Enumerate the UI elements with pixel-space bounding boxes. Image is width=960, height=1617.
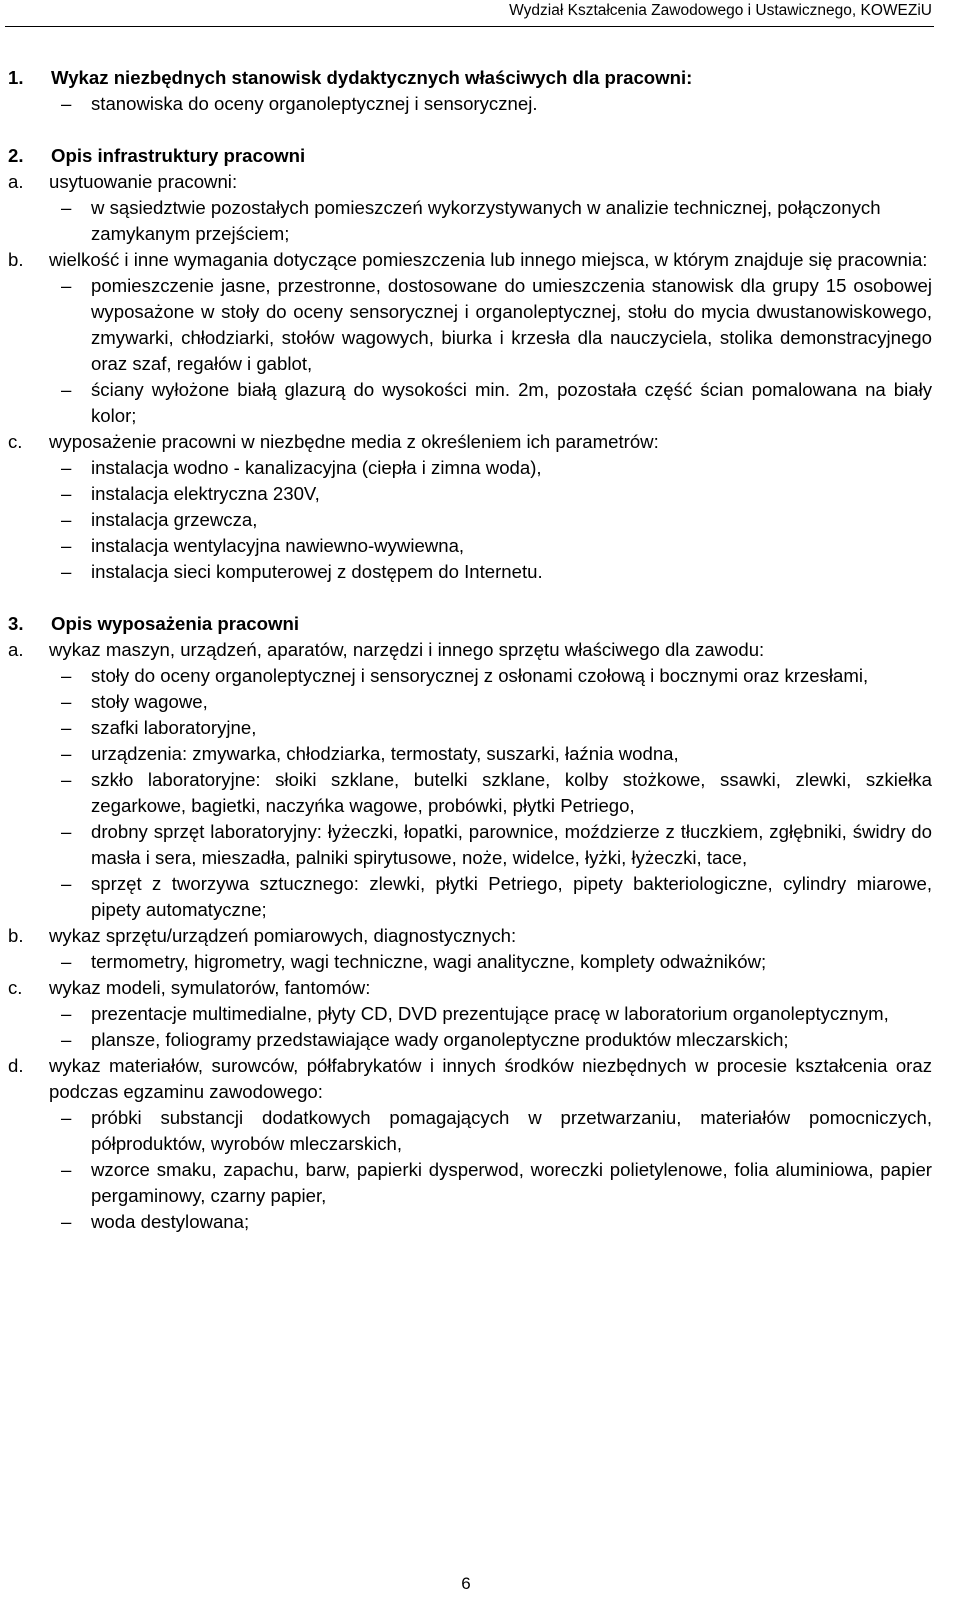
dash-bullet: – [61,717,72,738]
dash-bullet: – [61,457,72,478]
dash-bullet: – [61,769,72,790]
section-1-heading [8,65,932,91]
item-text: wielkość i inne wymagania dotyczące pomieszczenia lub innego miejsca, w którym znajduje się pracownia: [49,249,928,270]
dash-bullet: – [61,743,72,764]
section-title: Wykaz niezbędnych stanowisk dydaktycznych właściwych dla pracowni: [51,67,693,88]
list-item [61,871,932,923]
section-3-heading [8,611,932,637]
list-item [61,1027,932,1053]
item-letter: a. [8,639,24,660]
list-item [61,1209,932,1235]
list-item [61,663,932,689]
dash-bullet: – [61,1003,72,1024]
list-item-text: woda destylowana; [91,1211,250,1232]
list-item [61,455,932,481]
item-text: wykaz maszyn, urządzeń, aparatów, narzędzi i innego sprzętu właściwego dla zawodu: [49,639,765,660]
dash-bullet: – [61,379,72,400]
list-item [61,195,932,247]
list-item [61,533,932,559]
page-number: 6 [461,1574,471,1593]
list-item [61,1157,932,1209]
list-item-text: drobny sprzęt laboratoryjny: łyżeczki, łopatki, parownice, moździerze z tłuczkiem, zgłębniki, świdry do masła i sera, mieszadła, palniki spirytusowe, noże, widelce, łyżki, łyżeczki, tace, [91,821,932,868]
dash-bullet: – [61,691,72,712]
subsection-3b [8,923,932,949]
dash-bullet: – [61,197,72,218]
list-item-text: instalacja wodno - kanalizacyjna (ciepła i zimna woda), [91,457,542,478]
list-item [61,949,932,975]
list-item-text: instalacja sieci komputerowej z dostępem do Internetu. [91,561,543,582]
subsection-2a [8,169,932,195]
list-item-text: stoły wagowe, [91,691,208,712]
list-item-text: pomieszczenie jasne, przestronne, dostosowane do umieszczenia stanowisk dla grupy 15 osobowej wyposażone w stoły do oceny sensorycznej i organoleptycznej, stołu do mycia dwustanowiskowego, zmywarki, chłodziarki, stołów wagowych, biurka i krzesła dla nauczyciela, stolika demonstracyjnego oraz szaf, regałów i gablot, [91,275,932,374]
dash-bullet: – [61,561,72,582]
item-letter: c. [8,431,23,452]
list-item-text: prezentacje multimedialne, płyty CD, DVD prezentujące pracę w laboratorium organoleptycznym, [91,1003,889,1024]
list-item [61,481,932,507]
list-item-text: próbki substancji dodatkowych pomagających w przetwarzaniu, materiałów pomocniczych, półproduktów, wyrobów mleczarskich, [91,1107,932,1154]
subsection-3c [8,975,932,1001]
list-item-text: sprzęt z tworzywa sztucznego: zlewki, płytki Petriego, pipety bakteriologiczne, cylindry miarowe, pipety automatyczne; [91,873,932,920]
section-number: 3. [8,613,24,634]
section-title: Opis infrastruktury pracowni [51,145,306,166]
subsection-3a [8,637,932,663]
dash-bullet: – [61,93,72,114]
list-item-text: w sąsiedztwie pozostałych pomieszczeń wykorzystywanych w analizie technicznej, połączonych zamykanym przejściem; [91,197,881,244]
list-item [61,91,932,117]
dash-bullet: – [61,275,72,296]
list-item [61,741,932,767]
subsection-3d [8,1053,932,1105]
item-text: usytuowanie pracowni: [49,171,238,192]
item-text: wykaz materiałów, surowców, półfabrykatów i innych środków niezbędnych w procesie kształcenia oraz podczas egzaminu zawodowego: [49,1055,932,1102]
header-rule [5,26,934,27]
list-item [61,715,932,741]
list-item-text: instalacja grzewcza, [91,509,258,530]
dash-bullet: – [61,951,72,972]
dash-bullet: – [61,535,72,556]
dash-bullet: – [61,821,72,842]
item-text: wyposażenie pracowni w niezbędne media z określeniem ich parametrów: [49,431,659,452]
list-item [61,559,932,585]
list-item-text: szkło laboratoryjne: słoiki szklane, butelki szklane, kolby stożkowe, ssawki, zlewki, szkiełka zegarkowe, bagietki, naczyńka wagowe, probówki, płytki Petriego, [91,769,932,816]
subsection-2c [8,429,932,455]
list-item-text: stanowiska do oceny organoleptycznej i sensorycznej. [91,93,538,114]
item-letter: c. [8,977,23,998]
list-item [61,767,932,819]
running-header: Wydział Kształcenia Zawodowego i Ustawicznego, KOWEZiU [509,2,932,19]
list-item [61,377,932,429]
item-text: wykaz sprzętu/urządzeń pomiarowych, diagnostycznych: [49,925,517,946]
section-2-heading [8,143,932,169]
dash-bullet: – [61,1107,72,1128]
dash-bullet: – [61,1159,72,1180]
list-item-text: stoły do oceny organoleptycznej i sensorycznej z osłonami czołową i bocznymi oraz krzesłami, [91,665,869,686]
list-item [61,689,932,715]
dash-bullet: – [61,665,72,686]
dash-bullet: – [61,483,72,504]
item-text: wykaz modeli, symulatorów, fantomów: [49,977,371,998]
list-item [61,1001,932,1027]
section-number: 1. [8,67,24,88]
list-item-text: urządzenia: zmywarka, chłodziarka, termostaty, suszarki, łaźnia wodna, [91,743,679,764]
list-item [61,1105,932,1157]
list-item-text: ściany wyłożone białą glazurą do wysokości min. 2m, pozostała część ścian pomalowana na biały kolor; [91,379,932,426]
dash-bullet: – [61,1211,72,1232]
item-letter: a. [8,171,24,192]
dash-bullet: – [61,873,72,894]
list-item-text: instalacja wentylacyjna nawiewno-wywiewna, [91,535,465,556]
list-item-text: instalacja elektryczna 230V, [91,483,320,504]
list-item [61,273,932,377]
list-item [61,819,932,871]
list-item-text: wzorce smaku, zapachu, barw, papierki dysperwod, woreczki polietylenowe, folia aluminiowa, papier pergaminowy, czarny papier, [91,1159,932,1206]
list-item-text: plansze, foliogramy przedstawiające wady organoleptyczne produktów mleczarskich; [91,1029,789,1050]
list-item-text: szafki laboratoryjne, [91,717,257,738]
item-letter: b. [8,925,24,946]
subsection-2b [8,247,932,273]
section-title: Opis wyposażenia pracowni [51,613,299,634]
list-item-text: termometry, higrometry, wagi techniczne, wagi analityczne, komplety odważników; [91,951,767,972]
item-letter: b. [8,249,24,270]
dash-bullet: – [61,1029,72,1050]
document-body [8,65,932,1235]
list-item [61,507,932,533]
dash-bullet: – [61,509,72,530]
section-number: 2. [8,145,24,166]
item-letter: d. [8,1055,24,1076]
